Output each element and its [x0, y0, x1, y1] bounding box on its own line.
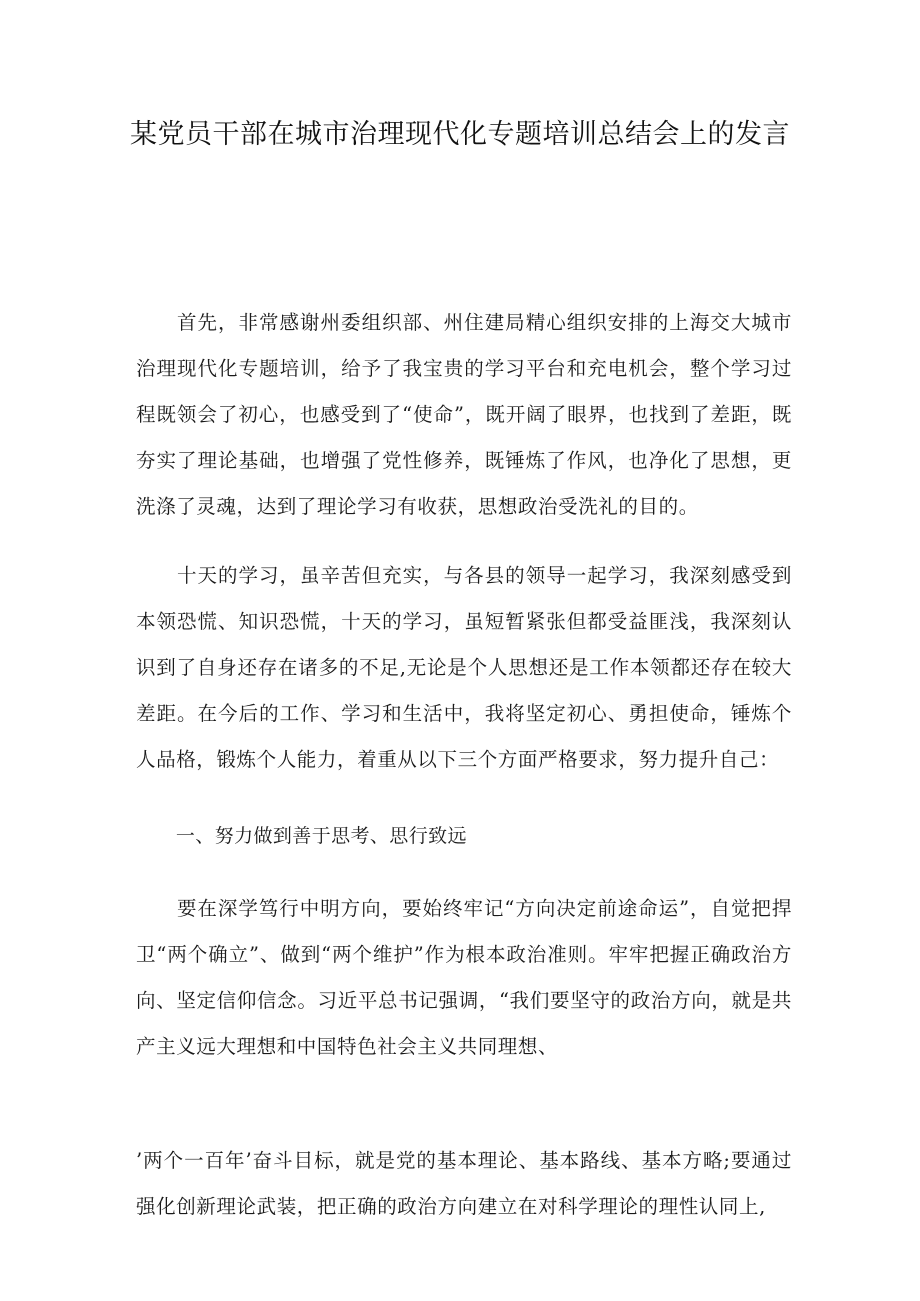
paragraph-two-centenary-goals: ’两个一百年’奋斗目标，就是党的基本理论、基本路线、基本方略;要通过强化创新理论武装，把正确的政治方向建立在对科学理论的理性认同上,	[136, 1149, 792, 1218]
paragraph-political-direction: 要在深学笃行中明方向，要始终牢记“方向决定前途命运”，自觉把捍卫“两个确立”、做到“两个维护”作为根本政治准则。牢牢把握正确政治方向、坚定信仰信念。习近平总书记强调，“我们要坚守的政治方向，就是共产主义远大理想和中国特色社会主义共同理想、	[136, 897, 792, 1058]
paragraph-gratitude: 首先，非常感谢州委组织部、州住建局精心组织安排的上海交大城市治理现代化专题培训，给予了我宝贵的学习平台和充电机会，整个学习过程既领会了初心，也感受到了“使命”，既开阔了眼界，也找到了差距，既夯实了理论基础，也增强了党性修养，既锤炼了作风，也净化了思想，更洗涤了灵魂，达到了理论学习有收获，思想政治受洗礼的目的。	[136, 311, 792, 518]
section-heading-1: 一、努力做到善于思考、思行致远	[175, 825, 467, 847]
paragraph-ten-days-study: 十天的学习，虽辛苦但充实，与各县的领导一起学习，我深刻感受到本领恐慌、知识恐慌，十天的学习，虽短暂紧张但都受益匪浅，我深刻认识到了自身还存在诸多的不足,无论是个人思想还是工作本领都还存在较大差距。在今后的工作、学习和生活中，我将坚定初心、勇担使命，锤炼个人品格，锻炼个人能力，着重从以下三个方面严格要求，努力提升自己：	[136, 564, 792, 771]
document-title: 某党员干部在城市治理现代化专题培训总结会上的发言	[130, 119, 790, 150]
